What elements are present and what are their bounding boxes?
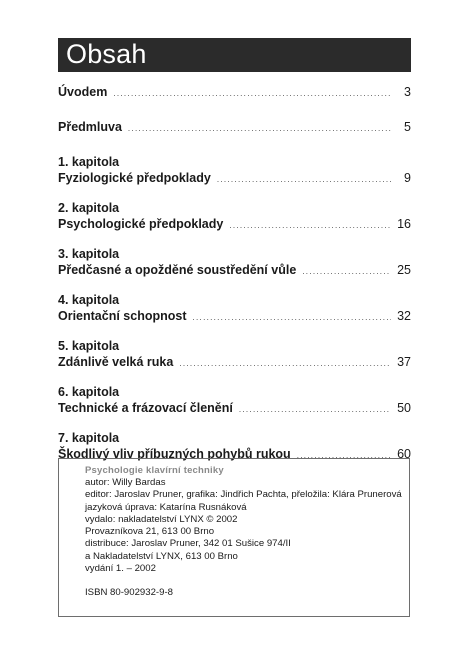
toc-entry-title: Psychologické předpoklady (58, 217, 224, 231)
imprint-line: vydalo: nakladatelství LYNX © 2002 (85, 513, 238, 525)
page-title: Obsah (66, 39, 147, 69)
toc-entry[interactable] (58, 119, 411, 137)
toc-entry-chapter: 4. kapitola (58, 293, 120, 307)
imprint-line: jazyková úprava: Katarína Rusnáková (85, 501, 247, 513)
toc-entry-chapter: 5. kapitola (58, 339, 120, 353)
toc-entry[interactable] (58, 292, 411, 326)
dot-leader (193, 310, 392, 326)
dot-leader (113, 86, 391, 102)
toc-entry-title: Předčasné a opožděné soustředění vůle (58, 263, 297, 277)
toc-entry[interactable] (58, 200, 411, 234)
dot-leader (229, 218, 391, 234)
toc-entry-page: 3 (404, 85, 411, 99)
toc-entry-page: 60 (397, 447, 411, 461)
imprint-line: editor: Jaroslav Pruner, grafika: Jindřich Pachta, přeložila: Klára Prunerová (85, 489, 402, 501)
toc-entry-chapter: 6. kapitola (58, 385, 120, 399)
dot-leader (217, 172, 391, 188)
imprint-box (58, 458, 410, 617)
dot-leader (302, 264, 391, 280)
toc-entry[interactable] (58, 384, 411, 418)
dot-leader (239, 402, 391, 418)
toc-entry-chapter: 3. kapitola (58, 247, 120, 261)
toc-entry[interactable] (58, 338, 411, 372)
toc-entry[interactable] (58, 154, 411, 188)
dot-leader (179, 356, 391, 372)
toc-entry-page: 5 (404, 120, 411, 134)
toc-entry-page: 32 (397, 309, 411, 323)
toc-entry-page: 50 (397, 401, 411, 415)
book-title: Psychologie klavírní techniky (85, 465, 224, 476)
toc-entry-title: Zdánlivě velká ruka (58, 355, 174, 369)
toc-entry-page: 37 (397, 355, 411, 369)
imprint-line: a Nakladatelství LYNX, 613 00 Brno (85, 550, 238, 562)
toc-entry[interactable] (58, 246, 411, 280)
toc-entry-title: Úvodem (58, 85, 108, 99)
imprint-line: vydání 1. – 2002 (85, 563, 156, 575)
toc-entry[interactable] (58, 84, 411, 102)
toc-entry-title: Předmluva (58, 120, 122, 134)
table-of-contents (58, 84, 411, 464)
toc-entry-page: 25 (397, 263, 411, 277)
toc-entry-chapter: 1. kapitola (58, 155, 120, 169)
heading-banner (58, 38, 411, 72)
toc-entry-title: Fyziologické předpoklady (58, 171, 211, 185)
toc-entry-chapter: 7. kapitola (58, 431, 120, 445)
toc-entry-title: Škodlivý vliv příbuzných pohybů rukou (58, 447, 291, 461)
toc-entry-page: 9 (404, 171, 411, 185)
imprint-line: Provazníkova 21, 613 00 Brno (85, 526, 215, 538)
toc-entry-chapter: 2. kapitola (58, 201, 120, 215)
toc-entry-page: 16 (397, 217, 411, 231)
imprint-line: distribuce: Jaroslav Pruner, 342 01 Sušice 974/II (85, 538, 291, 550)
imprint-line: autor: Willy Bardas (85, 477, 166, 488)
toc-entry-title: Technické a frázovací členění (58, 401, 233, 415)
isbn: ISBN 80-902932-9-8 (85, 587, 173, 599)
toc-entry-title: Orientační schopnost (58, 309, 187, 323)
dot-leader (128, 121, 391, 137)
